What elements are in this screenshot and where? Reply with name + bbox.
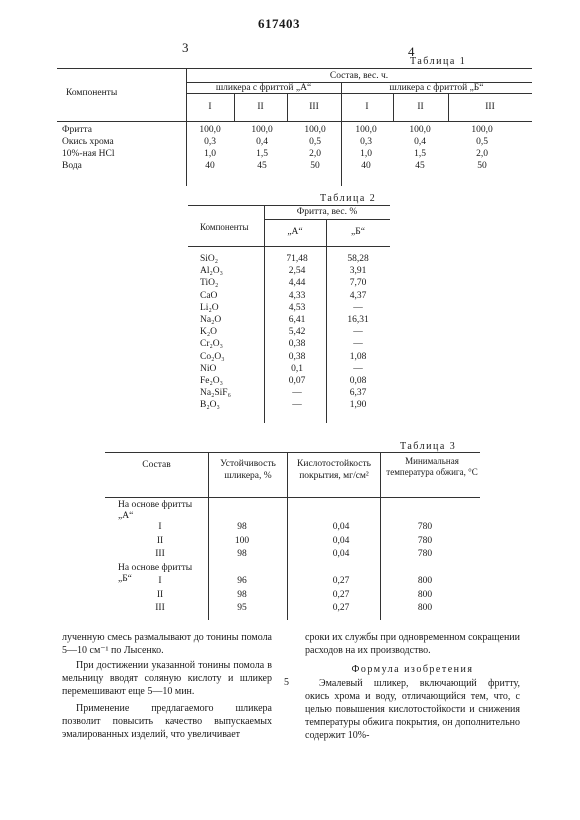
table2-body [200, 254, 390, 412]
table1-cell: 0,3 [204, 137, 216, 147]
table2-cell-a: 4,44 [288, 278, 306, 289]
table3-cell-stab: 100 [234, 535, 250, 546]
table1-header-rule [57, 121, 532, 122]
table2-cell-b: — [353, 363, 363, 374]
table3-group-a: На основе фритты „А“ [118, 500, 193, 521]
left-paragraph-2: При достижении указанной тонины помола в мельницу вводят соляную кислоту и шликер перемешивают еще 5—10 мин. [62, 660, 272, 697]
table2-row-name: B₂O₃ [200, 400, 220, 411]
table2-cell-a: 2,54 [288, 266, 306, 277]
table2-cell-a: 5,42 [288, 327, 306, 338]
table1-cell: 0,4 [256, 137, 268, 147]
table2-cell-b: — [353, 302, 363, 313]
table3-cell-stab: 98 [237, 522, 247, 532]
table2-cell-b: — [353, 327, 363, 338]
table-row [105, 576, 480, 590]
table3-cell-acid: 0,27 [332, 589, 350, 600]
table-row [62, 124, 532, 136]
table1-top-rule [57, 68, 532, 69]
table2-row-name: Na₂O [200, 314, 222, 325]
table2-cell-b: 3,91 [349, 266, 367, 277]
table3-cell-stab: 98 [237, 549, 247, 559]
table2-cell-a: — [292, 400, 302, 411]
table1-cell: 1,0 [360, 149, 372, 159]
table3-cell-temp: 800 [417, 589, 433, 600]
table1-row-name: Фритта [62, 125, 92, 135]
table1-col-header: I [208, 102, 212, 112]
table-row [200, 254, 390, 266]
table1-row-name: Вода [62, 161, 82, 171]
table1-cell: 100,0 [471, 125, 493, 135]
table2-cell-a: 0,1 [291, 363, 303, 374]
table1-cell: 0,3 [360, 137, 372, 147]
table1-cell: 1,0 [204, 149, 216, 159]
table3-cell-temp: 780 [417, 535, 433, 546]
table1-cell: 1,5 [414, 149, 426, 159]
table-row [200, 291, 390, 303]
table3-cell-temp: 800 [417, 576, 433, 586]
table3-cell-acid: 0,04 [332, 549, 350, 559]
table2-row-name: SiO₂ [200, 254, 219, 264]
table1-col-header: II [417, 102, 424, 112]
table2-row-name: Li₂O [200, 302, 219, 313]
table2-cell-a: — [292, 388, 302, 399]
table2-col-a: „А“ [287, 227, 303, 237]
patent-number: 617403 [258, 16, 300, 31]
table2-cell-b: 0,08 [349, 375, 367, 386]
table2-cell-b: 4,37 [349, 290, 367, 301]
table-row [105, 522, 480, 536]
table3-header-acid: Кислотостойкость покрытия, мг/см² [297, 459, 371, 481]
table2-cell-a: 71,48 [286, 254, 308, 264]
table1-col-header: II [257, 102, 264, 112]
table1-cell: 40 [361, 161, 371, 171]
table1-composition-header: Состав, вес. ч. [329, 71, 389, 81]
table2-caption: Таблица 2 [320, 193, 377, 204]
table3-group-b: На основе фритты „Б“ [118, 563, 193, 584]
table-row [200, 388, 390, 400]
table3-cell-acid: 0,27 [332, 576, 350, 586]
table2-cell-a: 0,38 [288, 339, 306, 350]
table1-rule-2 [186, 93, 532, 94]
table-row [105, 603, 480, 617]
table2-row-name: NiO [200, 363, 217, 374]
table2-cell-b: 58,28 [347, 254, 369, 264]
table2-cell-b: — [353, 339, 363, 350]
table-row [62, 136, 532, 148]
table2-top-rule [188, 205, 390, 206]
table2-cell-a: 4,33 [288, 290, 306, 301]
table1-cell: 0,5 [309, 137, 321, 147]
table2-row-name: Na₂SiF₆ [200, 388, 231, 399]
table1-body [62, 124, 532, 172]
table1-cell: 0,5 [476, 137, 488, 147]
table2-row-name: Co₂O₃ [200, 351, 225, 362]
table-row [105, 549, 480, 563]
page-number-left: 3 [182, 40, 189, 55]
table3-row-name: II [156, 589, 164, 600]
table3-row-name: I [158, 522, 162, 532]
table3-cell-acid: 0,27 [332, 603, 350, 613]
table2-cell-b: 16,31 [347, 314, 369, 325]
table-row [200, 303, 390, 315]
table-row [200, 278, 390, 290]
left-paragraph-1: лученную смесь размалывают до тонины помола 5—10 см⁻¹ по Лысенко. [62, 632, 272, 656]
table2-row-name: TiO₂ [200, 278, 219, 289]
table1-cell: 100,0 [199, 125, 221, 135]
table3-cell-stab: 95 [237, 603, 247, 613]
line-number: 5 [284, 677, 289, 688]
table1-cell: 100,0 [304, 125, 326, 135]
table3-body-a [105, 522, 480, 563]
table3-caption: Таблица 3 [400, 441, 457, 452]
formula-title: Формула изобретения [351, 664, 474, 675]
table-row [62, 160, 532, 172]
table3-cell-acid: 0,04 [332, 522, 350, 532]
table2-cell-b: 1,90 [349, 400, 367, 411]
table1-cell: 2,0 [476, 149, 488, 159]
table2-cell-a: 6,41 [288, 314, 306, 325]
table3-cell-stab: 98 [237, 589, 247, 600]
table1-cell: 100,0 [355, 125, 377, 135]
table3-header-composition: Состав [142, 460, 171, 470]
table1-group-a: шликера с фриттой „А“ [215, 83, 312, 93]
table1-cell: 0,4 [414, 137, 426, 147]
table2-cell-a: 0,07 [288, 375, 306, 386]
table2-components-header: Компоненты [200, 222, 249, 232]
table-row [105, 590, 480, 604]
table2-cell-a: 0,38 [288, 351, 306, 362]
table1-cell: 50 [310, 161, 320, 171]
table-row [200, 327, 390, 339]
table3-cell-temp: 800 [417, 603, 433, 613]
right-paragraph-1: сроки их службы при одновременном сокращении расходов на их производство. [305, 632, 520, 656]
table3-row-name: III [155, 603, 165, 613]
table2-cell-b: 1,08 [349, 351, 367, 362]
table2-header-rule [188, 246, 390, 247]
table3-row-name: II [156, 535, 164, 546]
table1-col-header: I [365, 102, 369, 112]
table3-top-rule [105, 452, 480, 453]
table1-cell: 100,0 [251, 125, 273, 135]
table3-cell-temp: 780 [417, 522, 433, 532]
table2-row-name: Fe₂O₃ [200, 375, 223, 386]
table2-frit-header: Фритта, вес. % [296, 207, 358, 217]
table2-row-name: CaO [200, 290, 218, 301]
table1-cell: 50 [477, 161, 487, 171]
table3-body-b [105, 576, 480, 617]
table-row [200, 352, 390, 364]
table1-cell: 45 [257, 161, 267, 171]
table1-cell: 1,5 [256, 149, 268, 159]
table-row [200, 364, 390, 376]
table2-cell-b: 7,70 [349, 278, 367, 289]
table2-cell-a: 4,53 [288, 302, 306, 313]
page-number-right: 4 [408, 44, 415, 59]
table2-rule [264, 219, 390, 220]
table1-group-b: шликера с фриттой „Б“ [389, 83, 484, 93]
table1-row-name: Окись хрома [62, 137, 114, 147]
table2-row-name: Cr₂O₃ [200, 339, 223, 350]
table1-cell: 2,0 [309, 149, 321, 159]
table3-cell-acid: 0,04 [332, 535, 350, 546]
left-paragraph-3: Применение предлагаемого шликера позволит повысить качество выпускаемых эмалированных изделий, что увеличивает [62, 703, 272, 740]
table2-cell-b: 6,37 [349, 388, 367, 399]
table1-caption: Таблица 1 [410, 56, 467, 67]
table1-cell: 40 [205, 161, 215, 171]
table3-header-temp: Минимальная температура обжига, °С [386, 456, 478, 477]
table1-col-header: III [485, 102, 495, 112]
table-row [200, 315, 390, 327]
table3-row-name: I [158, 576, 162, 586]
table2-row-name: Al₂O₃ [200, 266, 223, 277]
table3-cell-temp: 780 [417, 549, 433, 559]
table-row [200, 376, 390, 388]
table-row [62, 148, 532, 160]
table2-col-b: „Б“ [351, 227, 365, 237]
table3-row-name: III [155, 549, 165, 559]
table1-components-header: Компоненты [66, 88, 118, 98]
claim-text: Эмалевый шликер, включающий фритту, окись хрома и воду, отличающийся тем, что, с целью повышения кислотостойкости и снижения температуры обжига покрытия, он дополнительно содержит 10%- [305, 678, 520, 741]
table1-cell: 100,0 [409, 125, 431, 135]
table1-row-name: 10%-ная HCl [62, 149, 115, 159]
table-row [200, 400, 390, 412]
table2-row-name: K₂O [200, 327, 218, 338]
table3-cell-stab: 96 [237, 576, 247, 586]
table-row [200, 266, 390, 278]
table3-header-rule [105, 497, 480, 498]
table-row [105, 536, 480, 550]
table1-cell: 45 [415, 161, 425, 171]
table3-header-stability: Устойчивость шликера, % [220, 459, 276, 481]
table-row [200, 339, 390, 351]
table1-col-header: III [309, 102, 319, 112]
